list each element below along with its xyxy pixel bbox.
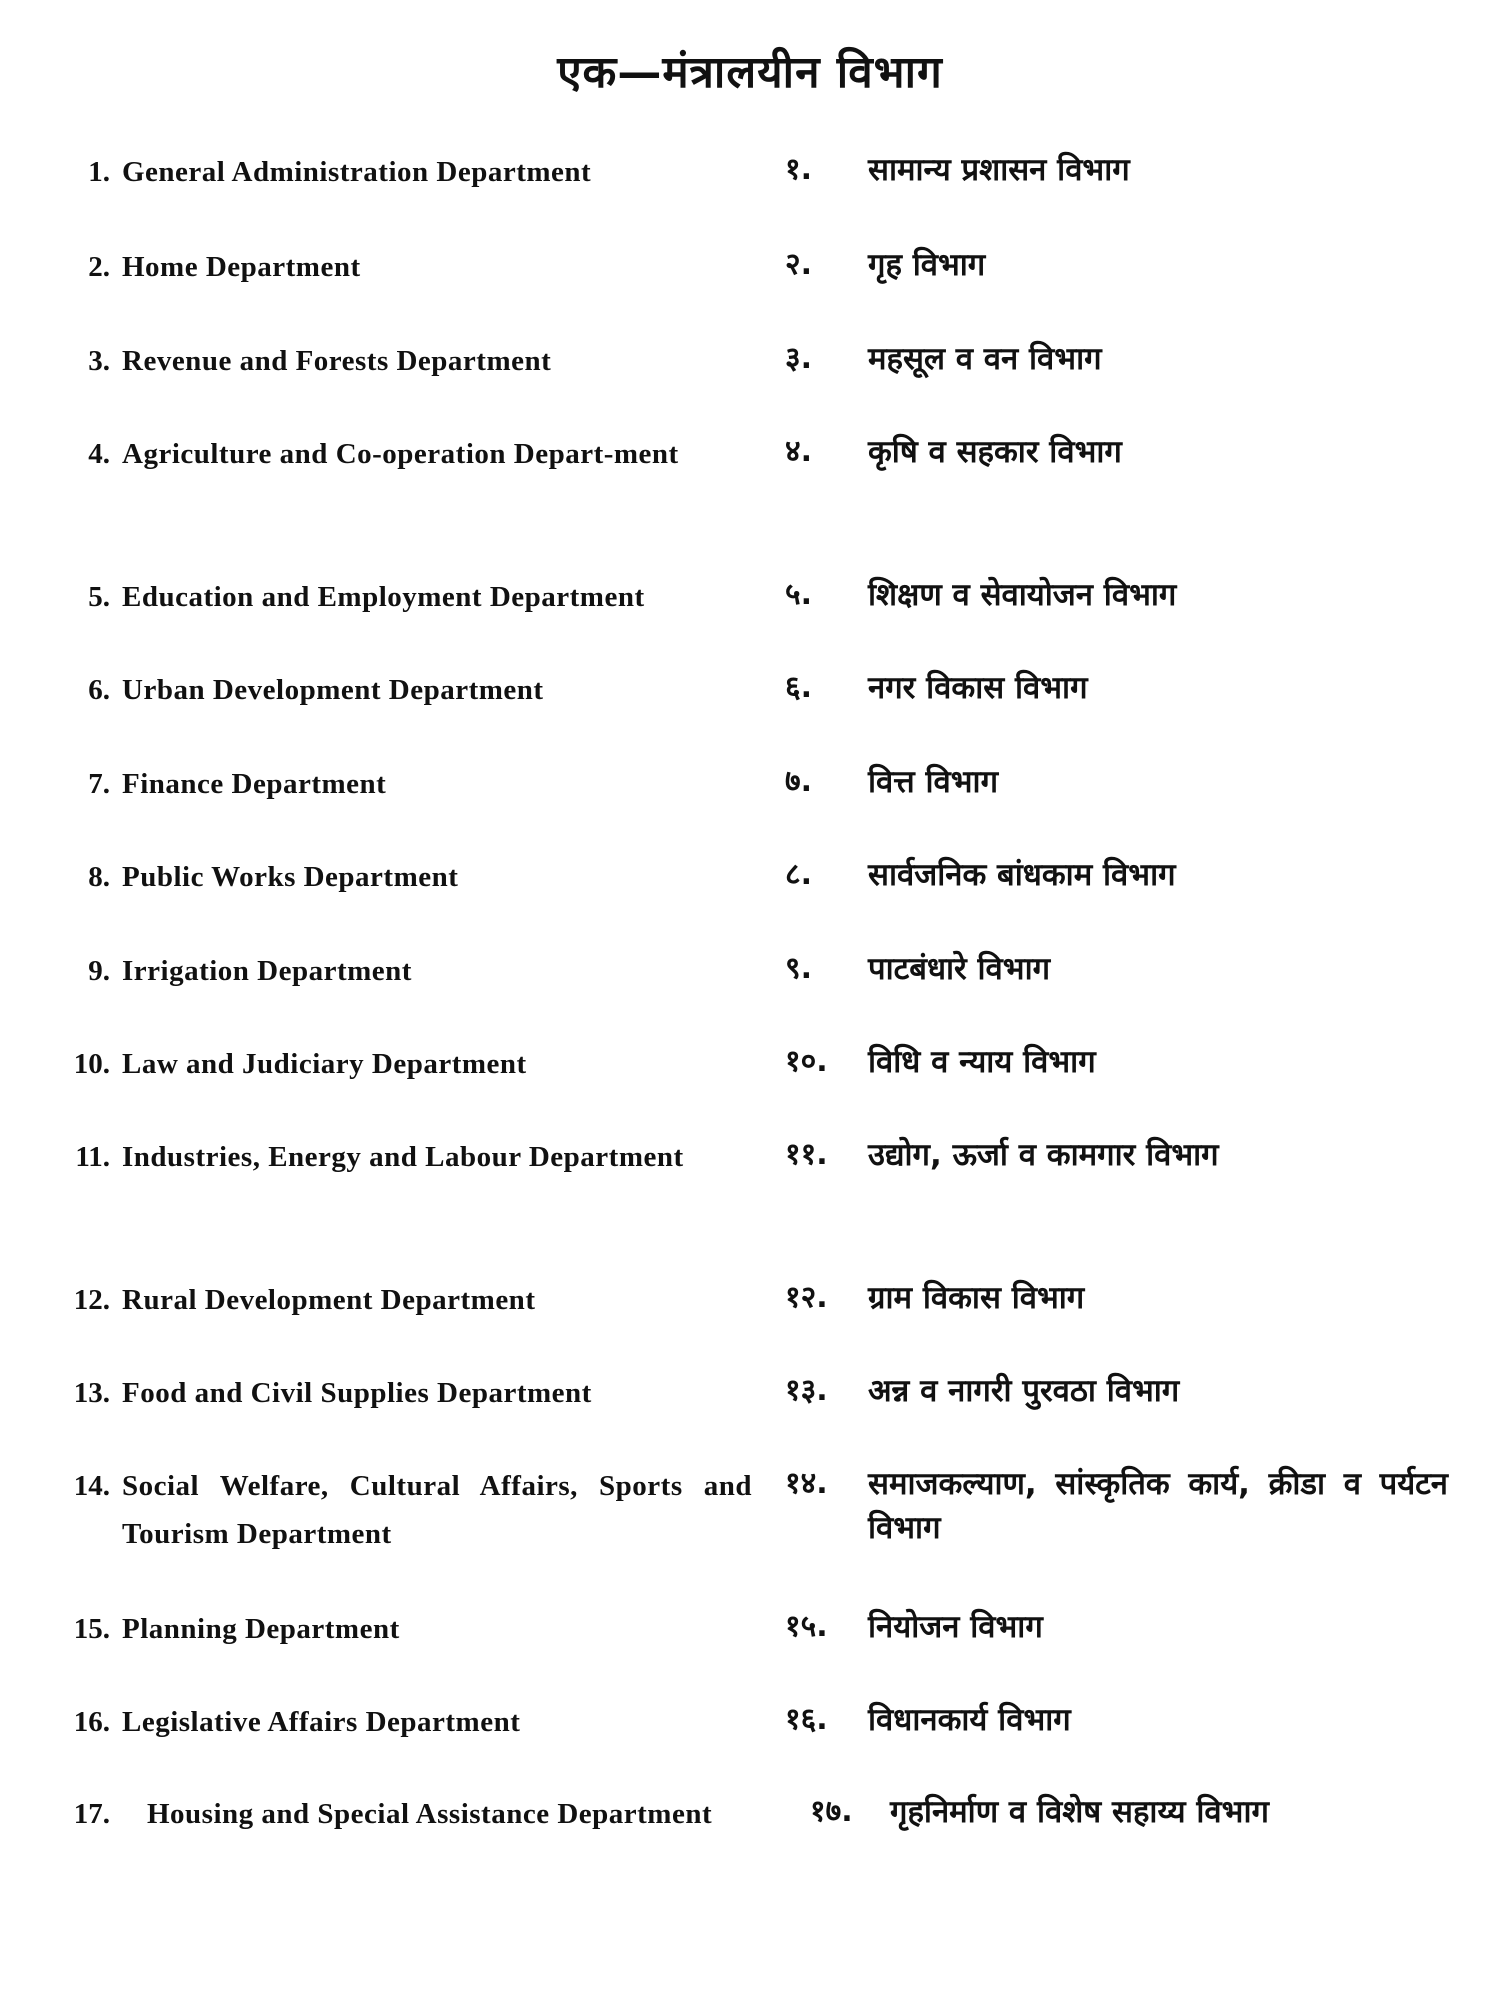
english-number: 2. bbox=[88, 251, 110, 283]
english-name: Urban Development Department bbox=[122, 674, 544, 706]
english-name: Legislative Affairs Department bbox=[122, 1706, 521, 1738]
english-number: 10. bbox=[73, 1048, 110, 1080]
english-name: Social Welfare, Cultural Affairs, Sports and Tourism Department bbox=[122, 1470, 752, 1550]
english-number: 4. bbox=[88, 438, 110, 470]
marathi-name: वित्त विभाग bbox=[868, 764, 999, 800]
english-number: 9. bbox=[88, 955, 110, 987]
english-number: 15. bbox=[73, 1613, 110, 1645]
marathi-name: समाजकल्याण, सांस्कृतिक कार्य, क्रीडा व पर्यटन विभाग bbox=[868, 1466, 1448, 1546]
marathi-name: गृहनिर्माण व विशेष सहाय्य विभाग bbox=[890, 1794, 1269, 1830]
marathi-number: ५. bbox=[785, 577, 812, 612]
marathi-number: ११. bbox=[785, 1137, 828, 1172]
english-name: Rural Development Department bbox=[122, 1284, 536, 1316]
english-name: Agriculture and Co-operation Depart-ment bbox=[122, 438, 679, 470]
marathi-number: ९. bbox=[785, 951, 812, 986]
english-name: Home Department bbox=[122, 251, 361, 283]
marathi-name: विधि व न्याय विभाग bbox=[868, 1044, 1096, 1080]
english-number: 12. bbox=[73, 1284, 110, 1316]
marathi-name: ग्राम विकास विभाग bbox=[868, 1280, 1085, 1316]
english-name: Food and Civil Supplies Department bbox=[122, 1377, 592, 1409]
english-name: Housing and Special Assistance Department bbox=[147, 1798, 713, 1830]
marathi-name: नगर विकास विभाग bbox=[868, 670, 1088, 706]
english-name: Finance Department bbox=[122, 768, 387, 800]
marathi-number: ८. bbox=[785, 857, 812, 892]
marathi-name: उद्योग, ऊर्जा व कामगार विभाग bbox=[868, 1137, 1219, 1173]
marathi-name: शिक्षण व सेवायोजन विभाग bbox=[868, 577, 1177, 613]
marathi-number: १३. bbox=[785, 1373, 828, 1408]
marathi-number: १६. bbox=[785, 1702, 828, 1737]
marathi-number: १५. bbox=[785, 1609, 828, 1644]
marathi-number: ४. bbox=[785, 434, 812, 469]
marathi-name: नियोजन विभाग bbox=[868, 1609, 1043, 1645]
english-number: 3. bbox=[88, 345, 110, 377]
english-number: 7. bbox=[88, 768, 110, 800]
marathi-name: अन्न व नागरी पुरवठा विभाग bbox=[868, 1373, 1180, 1409]
marathi-name: पाटबंधारे विभाग bbox=[868, 951, 1051, 987]
english-number: 14. bbox=[73, 1470, 110, 1502]
english-name: Revenue and Forests Department bbox=[122, 345, 552, 377]
english-name: General Administration Department bbox=[122, 156, 592, 188]
marathi-name: महसूल व वन विभाग bbox=[868, 341, 1102, 377]
marathi-name: कृषि व सहकार विभाग bbox=[868, 434, 1122, 470]
page-title: एक—मंत्रालयीन विभाग bbox=[557, 47, 943, 98]
marathi-name: गृह विभाग bbox=[868, 247, 986, 283]
english-name: Irrigation Department bbox=[122, 955, 412, 987]
english-number: 8. bbox=[88, 861, 110, 893]
marathi-number: ३. bbox=[785, 341, 812, 376]
english-name: Education and Employment Department bbox=[122, 581, 645, 613]
marathi-number: १४. bbox=[785, 1466, 828, 1501]
english-number: 16. bbox=[73, 1706, 110, 1738]
english-name: Industries, Energy and Labour Department bbox=[122, 1141, 684, 1173]
english-number: 13. bbox=[73, 1377, 110, 1409]
marathi-number: २. bbox=[785, 247, 812, 282]
marathi-name: सार्वजनिक बांधकाम विभाग bbox=[868, 857, 1176, 893]
marathi-number: ७. bbox=[785, 764, 812, 799]
marathi-name: सामान्य प्रशासन विभाग bbox=[868, 152, 1130, 188]
marathi-number: १७. bbox=[810, 1794, 853, 1829]
marathi-number: १०. bbox=[785, 1044, 828, 1079]
english-number: 11. bbox=[75, 1141, 110, 1173]
marathi-name: विधानकार्य विभाग bbox=[868, 1702, 1071, 1738]
marathi-number: ६. bbox=[785, 670, 812, 705]
english-number: 17. bbox=[73, 1798, 110, 1830]
english-number: 5. bbox=[88, 581, 110, 613]
english-name: Planning Department bbox=[122, 1613, 400, 1645]
english-name: Public Works Department bbox=[122, 861, 459, 893]
english-name: Law and Judiciary Department bbox=[122, 1048, 527, 1080]
english-number: 1. bbox=[88, 156, 110, 188]
marathi-number: १२. bbox=[785, 1280, 828, 1315]
marathi-number: १. bbox=[785, 152, 812, 187]
english-number: 6. bbox=[88, 674, 110, 706]
